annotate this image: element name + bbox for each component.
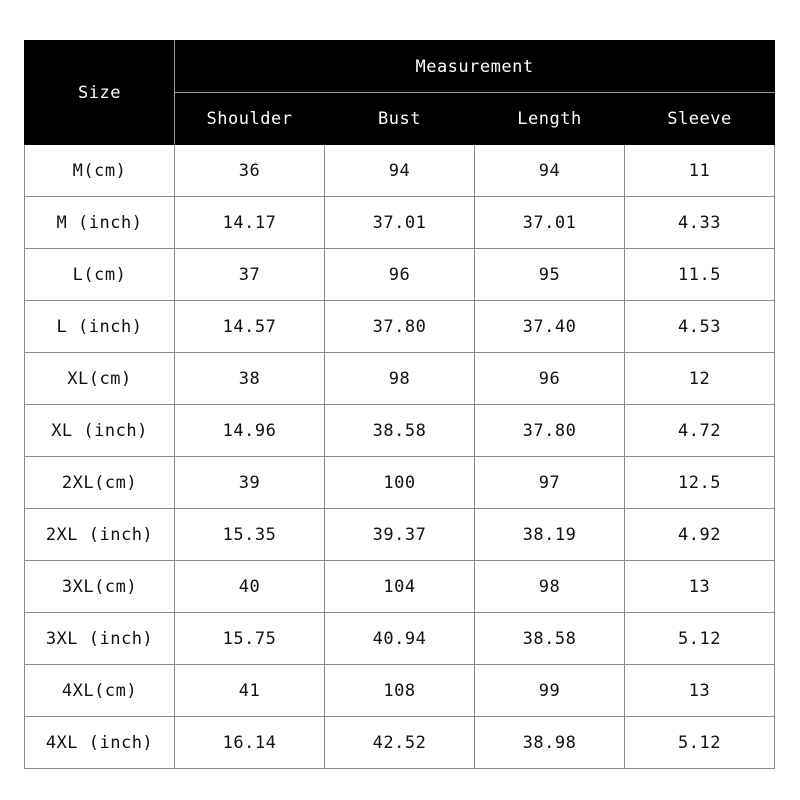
- bust-value-cell: 37.80: [325, 301, 475, 353]
- column-header-length: Length: [475, 93, 625, 145]
- shoulder-value-cell: 15.75: [175, 613, 325, 665]
- length-value-cell: 38.98: [475, 717, 625, 769]
- size-chart-table: [24, 40, 775, 769]
- shoulder-value-cell: 39: [175, 457, 325, 509]
- measurement-group-header: Measurement: [175, 41, 775, 93]
- shoulder-value-cell: 15.35: [175, 509, 325, 561]
- sleeve-value-cell: 5.12: [625, 613, 775, 665]
- sleeve-value-cell: 5.12: [625, 717, 775, 769]
- size-label-cell: 4XL(cm): [25, 665, 175, 717]
- shoulder-value-cell: 36: [175, 145, 325, 197]
- bust-value-cell: 94: [325, 145, 475, 197]
- bust-value-cell: 39.37: [325, 509, 475, 561]
- length-value-cell: 38.19: [475, 509, 625, 561]
- sleeve-value-cell: 11.5: [625, 249, 775, 301]
- table-row: [25, 249, 775, 301]
- table-row: [25, 509, 775, 561]
- length-value-cell: 99: [475, 665, 625, 717]
- length-value-cell: 37.80: [475, 405, 625, 457]
- length-value-cell: 97: [475, 457, 625, 509]
- size-label-cell: L (inch): [25, 301, 175, 353]
- size-label-cell: M(cm): [25, 145, 175, 197]
- size-label-cell: 2XL (inch): [25, 509, 175, 561]
- bust-value-cell: 37.01: [325, 197, 475, 249]
- table-row: [25, 197, 775, 249]
- length-value-cell: 38.58: [475, 613, 625, 665]
- shoulder-value-cell: 14.57: [175, 301, 325, 353]
- size-label-cell: 2XL(cm): [25, 457, 175, 509]
- size-column-header: Size: [25, 41, 175, 145]
- shoulder-value-cell: 16.14: [175, 717, 325, 769]
- sleeve-value-cell: 4.33: [625, 197, 775, 249]
- bust-value-cell: 100: [325, 457, 475, 509]
- sleeve-value-cell: 12.5: [625, 457, 775, 509]
- column-header-sleeve: Sleeve: [625, 93, 775, 145]
- length-value-cell: 96: [475, 353, 625, 405]
- bust-value-cell: 108: [325, 665, 475, 717]
- column-header-shoulder: Shoulder: [175, 93, 325, 145]
- table-row: [25, 717, 775, 769]
- size-label-cell: 3XL(cm): [25, 561, 175, 613]
- table-row: [25, 301, 775, 353]
- table-row: [25, 665, 775, 717]
- shoulder-value-cell: 41: [175, 665, 325, 717]
- length-value-cell: 37.01: [475, 197, 625, 249]
- sleeve-value-cell: 12: [625, 353, 775, 405]
- table-row: [25, 561, 775, 613]
- table-row: [25, 405, 775, 457]
- table-body: [25, 145, 775, 769]
- size-label-cell: XL (inch): [25, 405, 175, 457]
- table-row: [25, 353, 775, 405]
- bust-value-cell: 96: [325, 249, 475, 301]
- length-value-cell: 94: [475, 145, 625, 197]
- length-value-cell: 95: [475, 249, 625, 301]
- bust-value-cell: 98: [325, 353, 475, 405]
- length-value-cell: 98: [475, 561, 625, 613]
- size-label-cell: 3XL (inch): [25, 613, 175, 665]
- shoulder-value-cell: 14.17: [175, 197, 325, 249]
- bust-value-cell: 104: [325, 561, 475, 613]
- length-value-cell: 37.40: [475, 301, 625, 353]
- shoulder-value-cell: 40: [175, 561, 325, 613]
- table-row: [25, 613, 775, 665]
- bust-value-cell: 40.94: [325, 613, 475, 665]
- size-label-cell: M (inch): [25, 197, 175, 249]
- bust-value-cell: 38.58: [325, 405, 475, 457]
- sleeve-value-cell: 11: [625, 145, 775, 197]
- sleeve-value-cell: 4.53: [625, 301, 775, 353]
- sleeve-value-cell: 13: [625, 665, 775, 717]
- shoulder-value-cell: 14.96: [175, 405, 325, 457]
- table-row: [25, 457, 775, 509]
- size-label-cell: 4XL (inch): [25, 717, 175, 769]
- size-label-cell: L(cm): [25, 249, 175, 301]
- table-header: [25, 41, 775, 145]
- table-row: [25, 145, 775, 197]
- shoulder-value-cell: 37: [175, 249, 325, 301]
- sleeve-value-cell: 13: [625, 561, 775, 613]
- bust-value-cell: 42.52: [325, 717, 475, 769]
- sleeve-value-cell: 4.92: [625, 509, 775, 561]
- size-label-cell: XL(cm): [25, 353, 175, 405]
- sleeve-value-cell: 4.72: [625, 405, 775, 457]
- column-header-bust: Bust: [325, 93, 475, 145]
- shoulder-value-cell: 38: [175, 353, 325, 405]
